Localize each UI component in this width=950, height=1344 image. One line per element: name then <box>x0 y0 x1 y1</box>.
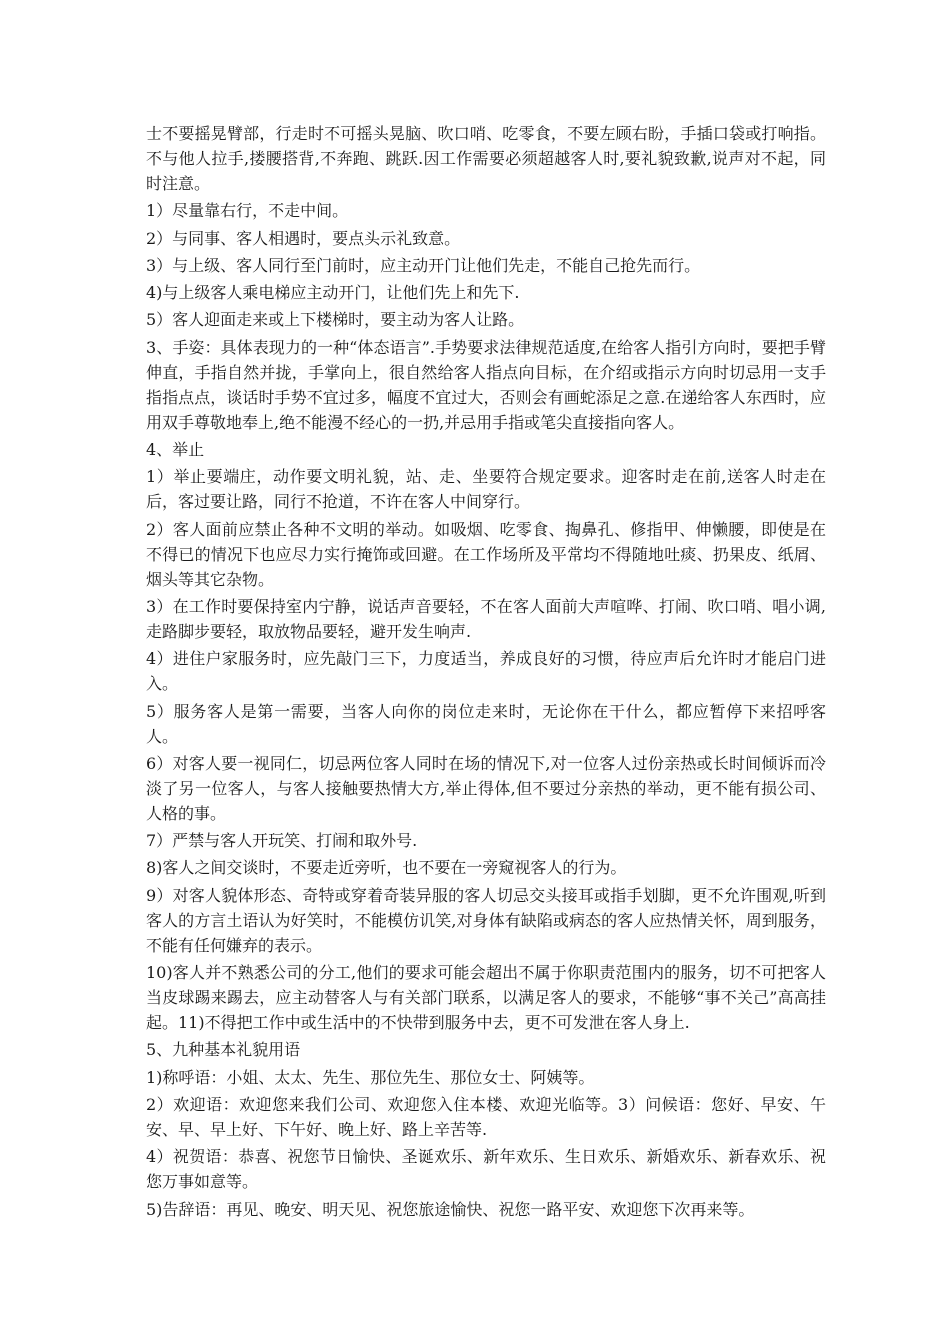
list-item: 4）进住户家服务时，应先敲门三下，力度适当，养成良好的习惯，待应声后允许时才能启门进入。 <box>146 649 826 694</box>
list-item: 9）对客人貌体形态、奇特或穿着奇装异服的客人切忌交头接耳或指手划脚，更不允许围观,听到客人的方言土语认为好笑时，不能模仿讥笑,对身体有缺陷或病态的客人应热情关怀，周到服务，不能有任何嫌弃的表示。 <box>146 885 826 955</box>
list-item: 1)称呼语：小姐、太太、先生、那位先生、那位女士、阿姨等。 <box>146 1067 595 1087</box>
list-item: 10)客人并不熟悉公司的分工,他们的要求可能会超出不属于你职责范围内的服务，切不可把客人当皮球踢来踢去，应主动替客人与有关部门联系，以满足客人的要求，不能够“事不关己”高高挂起。11)不得把工作中或生活中的不快带到服务中去，更不可发泄在客人身上. <box>146 963 826 1033</box>
section-hand-gesture: 3、手姿：具体表现力的一种“体态语言”.手势要求法律规范适度,在给客人指引方向时，要把手臂伸直，手指自然并拢，手掌向上，很自然给客人指点向目标，在介绍或指示方向时切忌用一支手指指点点，谈话时手势不宜过多，幅度不宜过大，否则会有画蛇添足之意.在递给客人东西时，应用双手尊敬地奉上,绝不能漫不经心的一扔,并忌用手指或笔尖直接指向客人。 <box>146 337 826 432</box>
list-item: 1）举止要端庄，动作要文明礼貌，站、走、坐要符合规定要求。迎客时走在前,送客人时走在后，客过要让路，同行不抢道，不许在客人中间穿行。 <box>146 467 826 512</box>
section-heading-behavior: 4、举止 <box>146 440 205 460</box>
list-item: 3）在工作时要保持室内宁静，说话声音要轻，不在客人面前大声喧哗、打闹、吹口哨、唱小调,走路脚步要轻，取放物品要轻，避开发生响声. <box>146 596 826 641</box>
list-item: 1）尽量靠右行，不走中间。 <box>146 201 349 221</box>
list-item: 3）与上级、客人同行至门前时，应主动开门让他们先走，不能自己抢先而行。 <box>146 255 701 275</box>
list-item: 5）服务客人是第一需要，当客人向你的岗位走来时，无论你在干什么，都应暂停下来招呼客人。 <box>146 701 826 746</box>
list-item: 8)客人之间交谈时，不要走近旁听，也不要在一旁窥视客人的行为。 <box>146 858 627 878</box>
document-body <box>146 121 826 1224</box>
list-item: 4)与上级客人乘电梯应主动开门，让他们先上和先下. <box>146 283 520 303</box>
list-item: 2）欢迎语：欢迎您来我们公司、欢迎您入住本楼、欢迎光临等。3）问候语：您好、早安、午安、早、早上好、下午好、晚上好、路上辛苦等. <box>146 1094 826 1139</box>
list-item: 2）客人面前应禁止各种不文明的举动。如吸烟、吃零食、掏鼻孔、修指甲、伸懒腰，即使是在不得已的情况下也应尽力实行掩饰或回避。在工作场所及平常均不得随地吐痰、扔果皮、纸屑、烟头等其它杂物。 <box>146 519 826 589</box>
list-item: 4）祝贺语：恭喜、祝您节日愉快、圣诞欢乐、新年欢乐、生日欢乐、新婚欢乐、新春欢乐、祝您万事如意等。 <box>146 1147 826 1192</box>
list-item: 2）与同事、客人相遇时，要点头示礼致意。 <box>146 228 461 248</box>
list-item: 6）对客人要一视同仁，切忌两位客人同时在场的情况下,对一位客人过份亲热或长时间倾诉而冷淡了另一位客人，与客人接触要热情大方,举止得体,但不要过分亲热的举动，更不能有损公司、人格的事。 <box>146 753 826 823</box>
list-item: 5）客人迎面走来或上下楼梯时，要主动为客人让路。 <box>146 310 525 330</box>
paragraph-continuation: 士不要摇晃臂部，行走时不可摇头晃脑、吹口哨、吃零食，不要左顾右盼，手插口袋或打响指。不与他人拉手,搂腰搭背,不奔跑、跳跃.因工作需要必须超越客人时,要礼貌致歉,说声对不起，同时注意。 <box>146 124 826 193</box>
list-item: 7）严禁与客人开玩笑、打闹和取外号. <box>146 831 418 851</box>
section-heading-polite-phrases: 5、九种基本礼貌用语 <box>146 1040 301 1060</box>
list-item: 5)告辞语：再见、晚安、明天见、祝您旅途愉快、祝您一路平安、欢迎您下次再来等。 <box>146 1199 755 1219</box>
